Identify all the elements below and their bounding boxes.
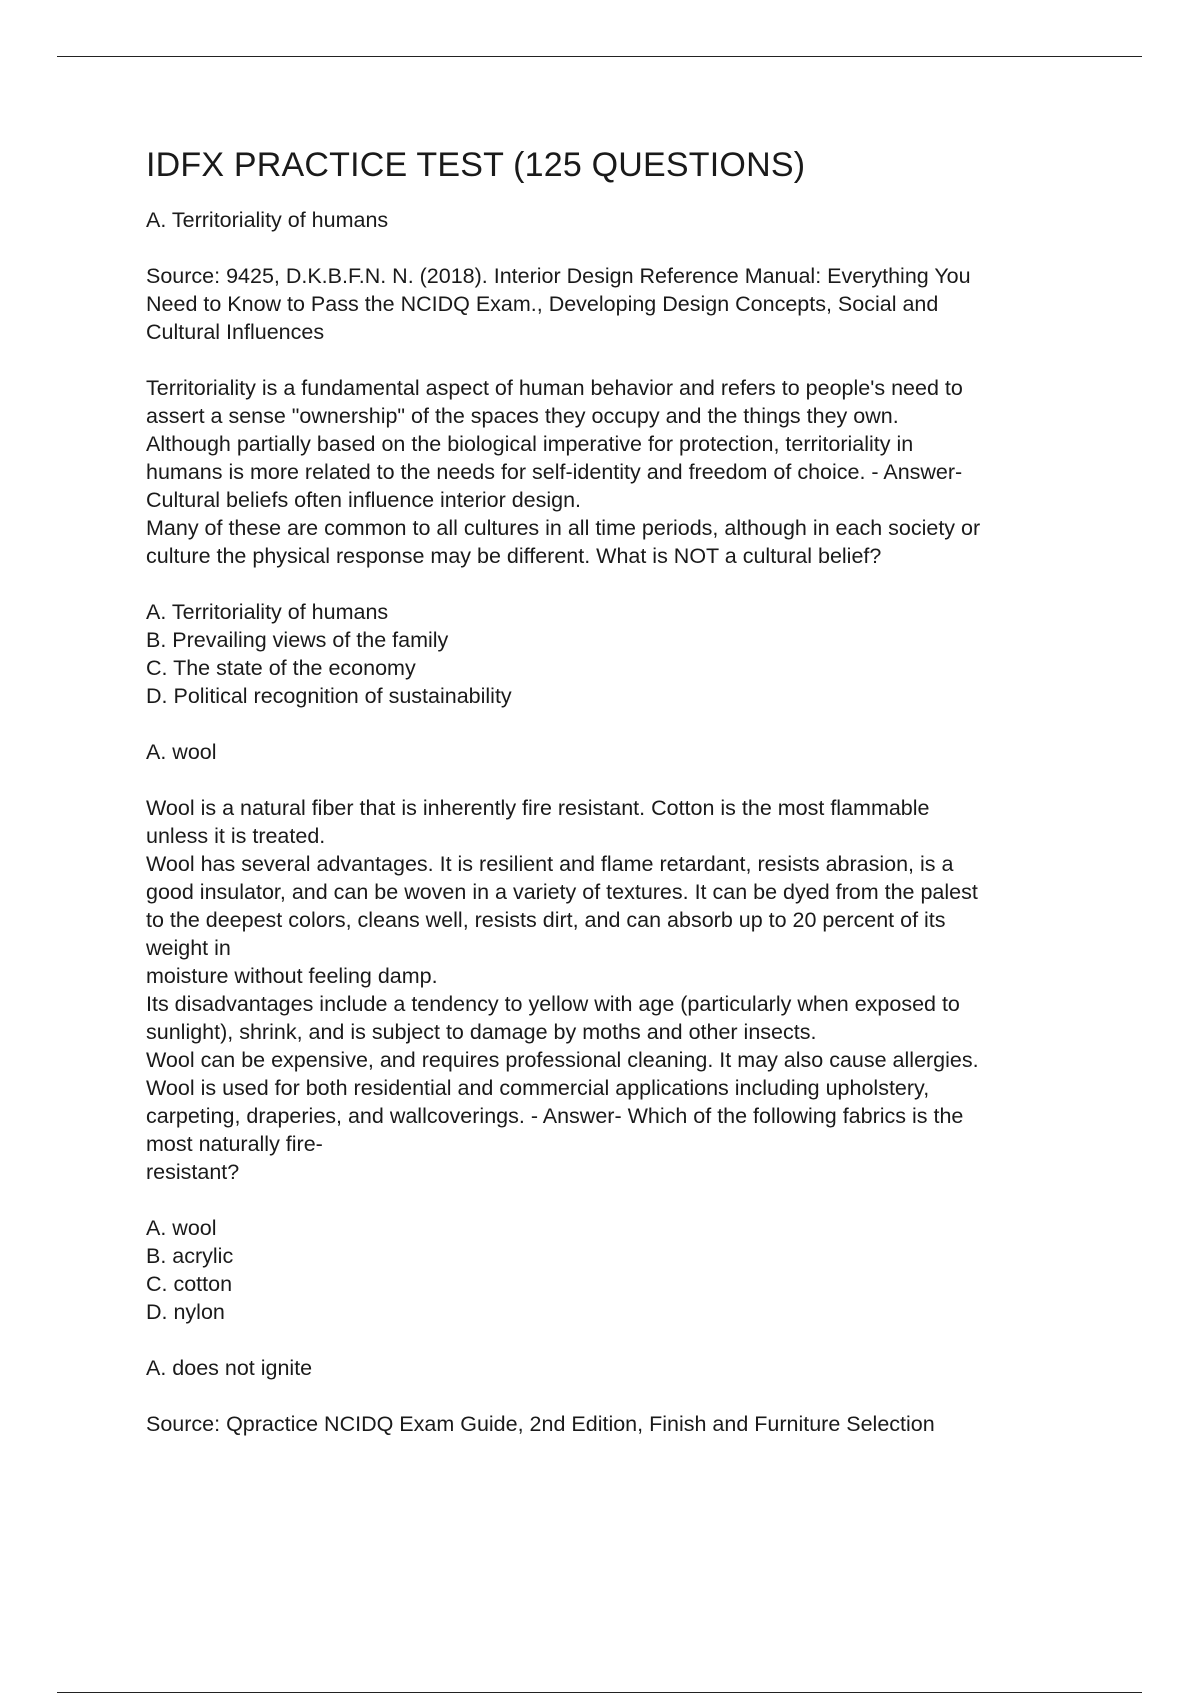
source-citation <box>146 1410 1096 1438</box>
text-line: carpeting, draperies, and wallcoverings. - Answer- Which of the following fabrics is the <box>146 1104 964 1128</box>
document-title: IDFX PRACTICE TEST (125 QUESTIONS) <box>146 146 806 184</box>
text-line: A. Territoriality of humans <box>146 208 389 232</box>
text-line: Wool is used for both residential and commercial applications including upholstery, <box>146 1076 930 1100</box>
text-line: Source: Qpractice NCIDQ Exam Guide, 2nd Edition, Finish and Furniture Selection <box>146 1412 935 1436</box>
top-rule <box>57 56 1142 57</box>
option-b: B. acrylic <box>146 1244 234 1268</box>
answer-line <box>146 206 1096 234</box>
option-d: D. nylon <box>146 1300 225 1324</box>
text-line: good insulator, and can be woven in a variety of textures. It can be dyed from the palest <box>146 880 978 904</box>
text-line: Its disadvantages include a tendency to yellow with age (particularly when exposed to <box>146 992 960 1016</box>
text-line: most naturally fire- <box>146 1132 323 1156</box>
explanation-paragraph <box>146 374 1096 570</box>
text-line: unless it is treated. <box>146 824 326 848</box>
text-line: sunlight), shrink, and is subject to damage by moths and other insects. <box>146 1020 817 1044</box>
text-line: culture the physical response may be different. What is NOT a cultural belief? <box>146 544 882 568</box>
text-line: to the deepest colors, cleans well, resists dirt, and can absorb up to 20 percent of its <box>146 908 946 932</box>
source-citation <box>146 262 1096 346</box>
option-c: C. The state of the economy <box>146 656 416 680</box>
text-line: Need to Know to Pass the NCIDQ Exam., Developing Design Concepts, Social and <box>146 292 939 316</box>
text-line: Wool can be expensive, and requires professional cleaning. It may also cause allergies. <box>146 1048 979 1072</box>
option-d: D. Political recognition of sustainability <box>146 684 512 708</box>
answer-line <box>146 738 1096 766</box>
text-line: Wool is a natural fiber that is inherently fire resistant. Cotton is the most flammable <box>146 796 930 820</box>
text-line: resistant? <box>146 1160 240 1184</box>
text-line: Although partially based on the biological imperative for protection, territoriality in <box>146 432 914 456</box>
text-line: humans is more related to the needs for self-identity and freedom of choice. - Answer- <box>146 460 963 484</box>
text-line: Wool has several advantages. It is resilient and flame retardant, resists abrasion, is a <box>146 852 954 876</box>
text-line: A. wool <box>146 740 217 764</box>
option-c: C. cotton <box>146 1272 233 1296</box>
option-a: A. Territoriality of humans <box>146 600 389 624</box>
text-line: Cultural Influences <box>146 320 325 344</box>
text-line: A. does not ignite <box>146 1356 313 1380</box>
text-line: weight in <box>146 936 231 960</box>
answer-line <box>146 1354 1096 1382</box>
text-line: moisture without feeling damp. <box>146 964 438 988</box>
explanation-paragraph <box>146 794 1096 1186</box>
option-a: A. wool <box>146 1216 217 1240</box>
answer-options <box>146 598 1096 710</box>
option-b: B. Prevailing views of the family <box>146 628 449 652</box>
answer-options <box>146 1214 1096 1326</box>
text-line: Many of these are common to all cultures in all time periods, although in each society or <box>146 516 981 540</box>
bottom-rule <box>57 1692 1142 1693</box>
text-line: Source: 9425, D.K.B.F.N. N. (2018). Interior Design Reference Manual: Everything You <box>146 264 971 288</box>
document-body <box>146 143 1096 1466</box>
text-line: Cultural beliefs often influence interior design. <box>146 488 582 512</box>
text-line: Territoriality is a fundamental aspect of human behavior and refers to people's need to <box>146 376 963 400</box>
text-line: assert a sense "ownership" of the spaces they occupy and the things they own. <box>146 404 899 428</box>
